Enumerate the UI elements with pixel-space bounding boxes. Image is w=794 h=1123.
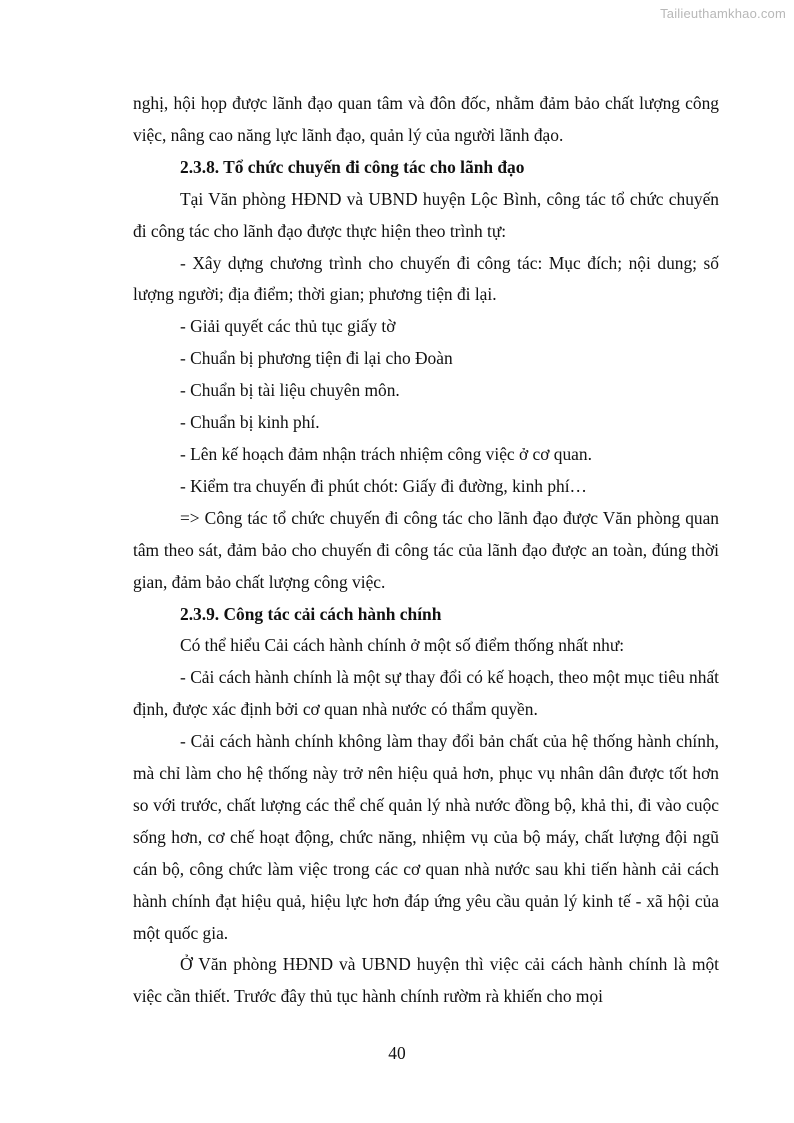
list-item: - Xây dựng chương trình cho chuyến đi công tác: Mục đích; nội dung; số lượng người; địa điểm; thời gian; phương tiện đi lại. (133, 252, 719, 305)
watermark-text: Tailieuthamkhao.com (660, 6, 786, 21)
paragraph: Tại Văn phòng HĐND và UBND huyện Lộc Bình, công tác tổ chức chuyến đi công tác cho lãnh đạo được thực hiện theo trình tự: (133, 188, 719, 241)
list-item: - Chuẩn bị kinh phí. (180, 412, 320, 433)
list-item: - Kiểm tra chuyến đi phút chót: Giấy đi đường, kinh phí… (180, 475, 587, 496)
section-heading-2-3-9: 2.3.9. Công tác cải cách hành chính (180, 603, 442, 624)
list-item: - Chuẩn bị tài liệu chuyên môn. (180, 380, 400, 401)
list-item: - Giải quyết các thủ tục giấy tờ (180, 316, 396, 337)
list-item: - Chuẩn bị phương tiện đi lại cho Đoàn (180, 348, 453, 369)
paragraph-continuation: nghị, hội họp được lãnh đạo quan tâm và đôn đốc, nhằm đảm bảo chất lượng công việc, nâng cao năng lực lãnh đạo, quản lý của người lãnh đạo. (133, 93, 719, 145)
list-item: - Lên kế hoạch đảm nhận trách nhiệm công việc ở cơ quan. (180, 443, 592, 464)
list-item: - Cải cách hành chính không làm thay đổi bản chất của hệ thống hành chính, mà chỉ làm cho hệ thống này trở nên hiệu quả hơn, phục vụ nhân dân được tốt hơn so với trước, chất lượng các thể chế quản lý nhà nước đồng bộ, khả thi, đi vào cuộc sống hơn, cơ chế hoạt động, chức năng, nhiệm vụ của bộ máy, chất lượng đội ngũ cán bộ, công chức làm việc trong các cơ quan nhà nước sau khi tiến hành cải cách hành chính đạt hiệu quả, hiệu lực hơn đáp ứng yêu cầu quản lý kinh tế - xã hội của một quốc gia. (133, 731, 719, 943)
page-number: 40 (388, 1043, 406, 1063)
list-item: - Cải cách hành chính là một sự thay đổi có kế hoạch, theo một mục tiêu nhất định, được xác định bởi cơ quan nhà nước có thẩm quyền. (133, 667, 719, 720)
paragraph: Ở Văn phòng HĐND và UBND huyện thì việc cải cách hành chính là một việc cần thiết. Trước đây thủ tục hành chính rườm rà khiến cho mọi (133, 954, 719, 1007)
paragraph: Có thể hiểu Cải cách hành chính ở một số điểm thống nhất như: (180, 635, 625, 656)
page-body (133, 88, 719, 1013)
conclusion-paragraph: => Công tác tổ chức chuyến đi công tác cho lãnh đạo được Văn phòng quan tâm theo sát, đảm bảo cho chuyến đi công tác của lãnh đạo được an toàn, đúng thời gian, đảm bảo chất lượng công việc. (133, 507, 719, 592)
section-heading-2-3-8: 2.3.8. Tổ chức chuyến đi công tác cho lãnh đạo (180, 156, 525, 177)
